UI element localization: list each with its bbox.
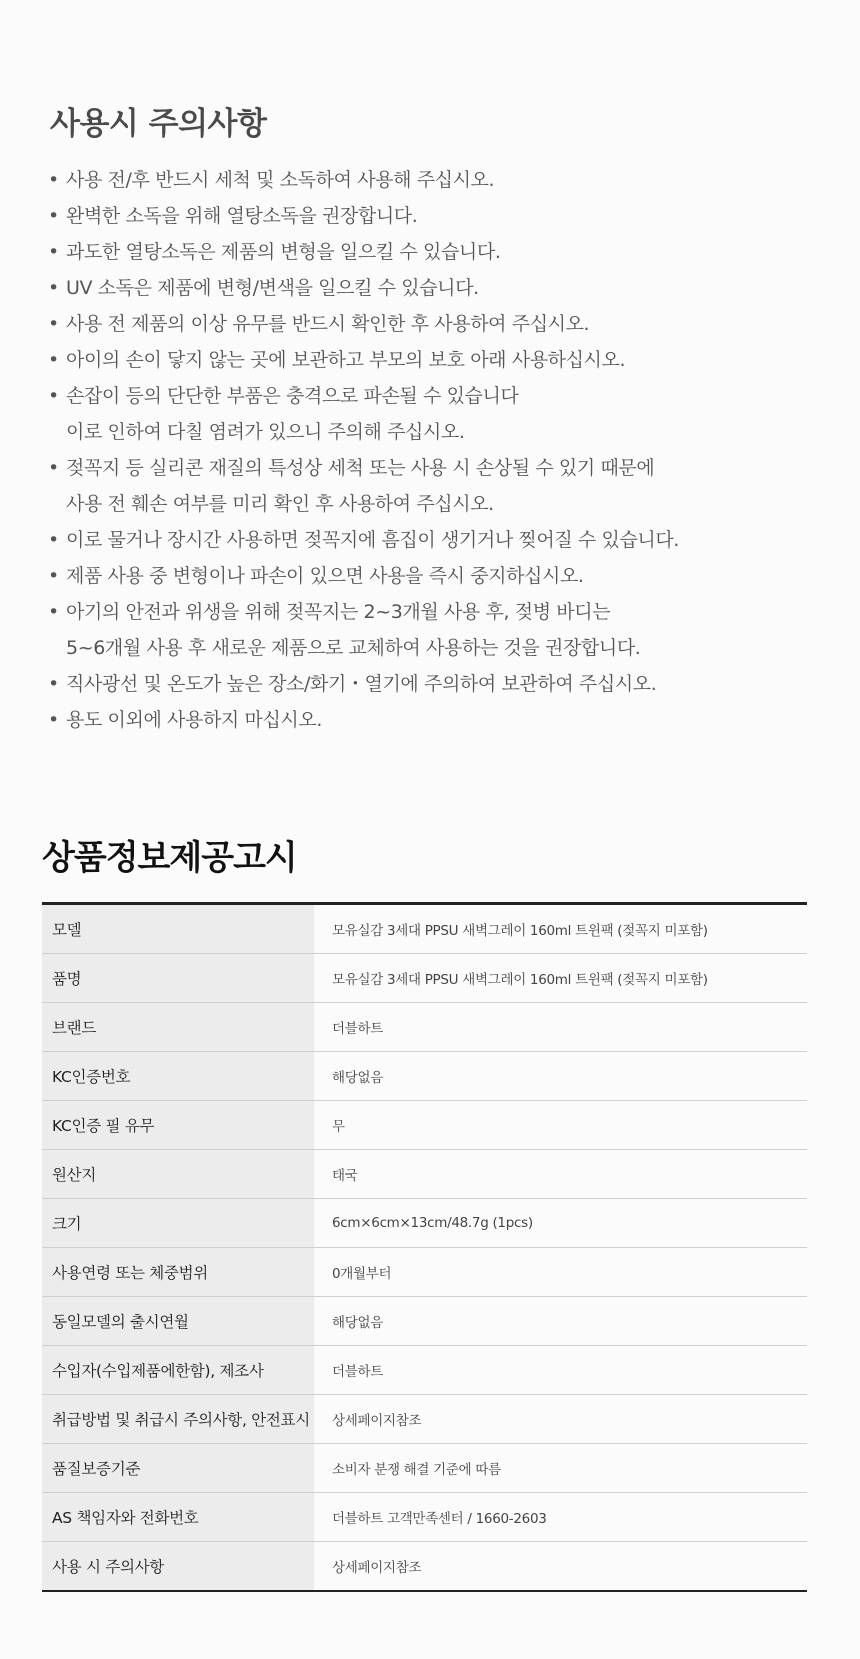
row-label: 브랜드	[42, 1003, 314, 1052]
caution-item	[48, 342, 679, 378]
bullet-icon: •	[48, 313, 59, 335]
row-value: 더블하트	[314, 1003, 807, 1052]
row-label: 수입자(수입제품에한함), 제조사	[42, 1346, 314, 1395]
caution-item	[48, 234, 679, 270]
caution-item	[48, 702, 679, 738]
bullet-icon: •	[48, 349, 59, 371]
caution-item-text: 5~6개월 사용 후 새로운 제품으로 교체하여 사용하는 것을 권장합니다.	[66, 637, 641, 659]
table-row	[42, 1199, 807, 1248]
table-row	[42, 904, 807, 954]
bullet-icon: •	[48, 205, 59, 227]
table-row	[42, 1101, 807, 1150]
caution-item	[48, 162, 679, 198]
caution-item	[48, 558, 679, 594]
bullet-icon: •	[48, 565, 59, 587]
caution-item-text: 이로 물거나 장시간 사용하면 젖꼭지에 흠집이 생기거나 찢어질 수 있습니다.	[66, 529, 679, 551]
caution-item-text: 손잡이 등의 단단한 부품은 충격으로 파손될 수 있습니다	[66, 385, 519, 407]
caution-item	[48, 594, 679, 666]
row-value: 해당없음	[314, 1297, 807, 1346]
row-label: AS 책임자와 전화번호	[42, 1493, 314, 1542]
row-value: 무	[314, 1101, 807, 1150]
bullet-icon: •	[48, 457, 59, 479]
row-label: 품명	[42, 954, 314, 1003]
caution-item	[48, 306, 679, 342]
bullet-icon: •	[48, 277, 59, 299]
row-value: 상세페이지참조	[314, 1395, 807, 1444]
row-value: 모유실감 3세대 PPSU 새벽그레이 160ml 트윈팩 (젖꼭지 미포함)	[314, 904, 807, 954]
row-value: 소비자 분쟁 해결 기준에 따름	[314, 1444, 807, 1493]
row-label: 품질보증기준	[42, 1444, 314, 1493]
row-value: 0개월부터	[314, 1248, 807, 1297]
row-label: 사용연령 또는 체중범위	[42, 1248, 314, 1297]
caution-item-text: 아기의 안전과 위생을 위해 젖꼭지는 2~3개월 사용 후, 젖병 바디는	[66, 601, 611, 623]
table-row	[42, 1346, 807, 1395]
table-row	[42, 1003, 807, 1052]
table-row	[42, 1150, 807, 1199]
table-row	[42, 1493, 807, 1542]
product-info-table	[42, 902, 807, 1592]
bullet-icon: •	[48, 673, 59, 695]
row-label: KC인증 필 유무	[42, 1101, 314, 1150]
row-value: 태국	[314, 1150, 807, 1199]
row-value: 모유실감 3세대 PPSU 새벽그레이 160ml 트윈팩 (젖꼭지 미포함)	[314, 954, 807, 1003]
caution-item-text: 직사광선 및 온도가 높은 장소/화기・열기에 주의하여 보관하여 주십시오.	[66, 673, 657, 695]
product-info-title: 상품정보제공고시	[42, 838, 297, 878]
caution-item-text: 아이의 손이 닿지 않는 곳에 보관하고 부모의 보호 아래 사용하십시오.	[66, 349, 626, 371]
row-label: 동일모델의 출시연월	[42, 1297, 314, 1346]
caution-item-text: 사용 전 훼손 여부를 미리 확인 후 사용하여 주십시오.	[66, 493, 494, 515]
caution-item	[48, 198, 679, 234]
caution-item	[48, 378, 679, 450]
caution-item-text: 사용 전/후 반드시 세척 및 소독하여 사용해 주십시오.	[66, 169, 495, 191]
table-row	[42, 1542, 807, 1592]
bullet-icon: •	[48, 709, 59, 731]
table-row	[42, 1297, 807, 1346]
caution-item	[48, 450, 679, 522]
caution-item-text: 이로 인하여 다칠 염려가 있으니 주의해 주십시오.	[66, 421, 465, 443]
row-label: 취급방법 및 취급시 주의사항, 안전표시	[42, 1395, 314, 1444]
caution-item-text: 사용 전 제품의 이상 유무를 반드시 확인한 후 사용하여 주십시오.	[66, 313, 590, 335]
caution-item	[48, 270, 679, 306]
table-row	[42, 1052, 807, 1101]
caution-item-text: 용도 이외에 사용하지 마십시오.	[66, 709, 322, 731]
caution-item	[48, 666, 679, 702]
table-row	[42, 954, 807, 1003]
row-value: 해당없음	[314, 1052, 807, 1101]
row-label: 사용 시 주의사항	[42, 1542, 314, 1592]
bullet-icon: •	[48, 601, 59, 623]
table-row	[42, 1395, 807, 1444]
row-value: 상세페이지참조	[314, 1542, 807, 1592]
table-row	[42, 1444, 807, 1493]
caution-title: 사용시 주의사항	[50, 106, 267, 142]
bullet-icon: •	[48, 241, 59, 263]
caution-list	[48, 162, 679, 738]
caution-item-text: 젖꼭지 등 실리콘 재질의 특성상 세척 또는 사용 시 손상될 수 있기 때문에	[66, 457, 655, 479]
caution-item-text: UV 소독은 제품에 변형/변색을 일으킬 수 있습니다.	[66, 277, 479, 299]
caution-item-text: 완벽한 소독을 위해 열탕소독을 권장합니다.	[66, 205, 418, 227]
caution-item	[48, 522, 679, 558]
row-value: 더블하트	[314, 1346, 807, 1395]
row-label: 원산지	[42, 1150, 314, 1199]
bullet-icon: •	[48, 169, 59, 191]
table-row	[42, 1248, 807, 1297]
row-value: 더블하트 고객만족센터 / 1660-2603	[314, 1493, 807, 1542]
bullet-icon: •	[48, 529, 59, 551]
row-label: KC인증번호	[42, 1052, 314, 1101]
bullet-icon: •	[48, 385, 59, 407]
row-label: 크기	[42, 1199, 314, 1248]
caution-item-text: 제품 사용 중 변형이나 파손이 있으면 사용을 즉시 중지하십시오.	[66, 565, 584, 587]
row-label: 모델	[42, 904, 314, 954]
row-value: 6cm×6cm×13cm/48.7g (1pcs)	[314, 1199, 807, 1248]
caution-item-text: 과도한 열탕소독은 제품의 변형을 일으킬 수 있습니다.	[66, 241, 501, 263]
